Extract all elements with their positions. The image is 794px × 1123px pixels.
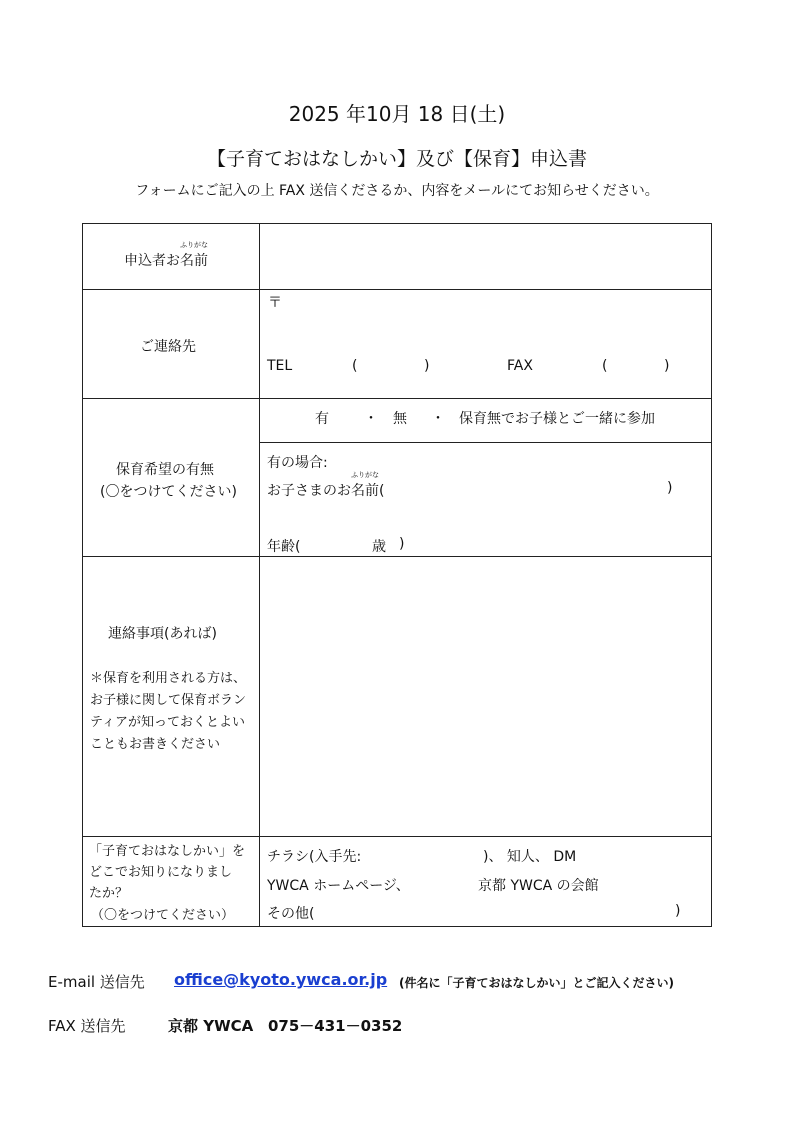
source-label-line: たか？ xyxy=(89,886,129,901)
option-separator: ・ xyxy=(431,411,445,427)
age-paren-close: ) xyxy=(399,536,405,552)
child-name-paren-close: ) xyxy=(667,480,673,496)
email-subject-note: (件名に「子育ておはなしかい」とご記入ください) xyxy=(399,976,674,990)
source-label-line: 「子育ておはなしかい」を xyxy=(89,844,246,859)
email-link[interactable]: office@kyoto.ywca.or.jp xyxy=(174,970,388,989)
fax-paren-close: ) xyxy=(664,358,670,374)
fax-label: FAX xyxy=(507,358,533,374)
address-field[interactable] xyxy=(285,292,705,342)
tel-paren-open: ( xyxy=(352,358,358,374)
applicant-name-field[interactable] xyxy=(262,226,708,286)
flyer-source-field[interactable] xyxy=(380,844,480,864)
source-acquaintance-dm-option[interactable]: )、 知人、 DM xyxy=(483,849,577,865)
notes-hint-line: ＊保育を利用される方は、 xyxy=(90,671,247,686)
fax-paren-open: ( xyxy=(602,358,608,374)
tel-label: TEL xyxy=(267,358,293,374)
notes-field[interactable] xyxy=(262,560,708,832)
source-label-line: （〇をつけてください） xyxy=(91,908,235,923)
fax-number: 075－431－0352 xyxy=(268,1017,403,1035)
notes-label: 連絡事項(あれば) xyxy=(108,626,217,642)
contact-label: ご連絡先 xyxy=(140,339,196,355)
age-field[interactable] xyxy=(310,534,370,554)
other-source-field[interactable] xyxy=(325,901,670,921)
option-yes[interactable]: 有 xyxy=(315,411,329,427)
fax-destination-label: FAX 送信先 xyxy=(48,1017,126,1035)
notes-hint-line: お子様に関して保育ボラン xyxy=(90,693,247,708)
form-instructions: フォームにご記入の上 FAX 送信くださるか、内容をメールにてお知らせください。 xyxy=(135,183,659,199)
fax-organization: 京都 YWCA xyxy=(168,1017,254,1035)
option-join-with-child[interactable]: 保育無でお子様とご一緒に参加 xyxy=(459,411,655,427)
notes-hint-line: ティアが知っておくとよい xyxy=(90,715,245,730)
source-label-line: どこでお知りになりまし xyxy=(89,865,233,880)
child-name-field[interactable] xyxy=(405,478,665,498)
childcare-label-note: (〇をつけてください) xyxy=(100,484,237,500)
event-date: 2025 年10月 18 日(土) xyxy=(288,102,506,126)
furigana-hint: ふりがな xyxy=(351,471,379,479)
postal-mark: 〒 xyxy=(268,295,282,311)
option-separator: ・ xyxy=(364,411,378,427)
source-flyer-option[interactable]: チラシ(入手先: xyxy=(267,849,362,865)
fax-field[interactable] xyxy=(612,356,660,376)
tel-paren-close: ) xyxy=(424,358,430,374)
email-destination-label: E-mail 送信先 xyxy=(48,973,145,991)
age-label: 年齢( xyxy=(267,539,301,555)
tel-field[interactable] xyxy=(362,356,418,376)
source-ywca-hall-option[interactable]: 京都 YWCA の会館 xyxy=(478,878,599,894)
child-name-label: お子さまのお ふりがな 名前( xyxy=(267,471,385,499)
age-unit: 歳 xyxy=(372,539,386,555)
childcare-label: 保育希望の有無 xyxy=(116,462,214,478)
source-other-option[interactable]: その他( xyxy=(267,906,315,922)
furigana-hint: ふりがな xyxy=(180,241,208,249)
applicant-name-label: 申込者お ふりがな 名前 xyxy=(124,241,208,269)
form-title: 【子育ておはなしかい】及び【保育】申込書 xyxy=(206,148,587,170)
source-website-option[interactable]: YWCA ホームページ、 xyxy=(267,878,410,894)
if-yes-label: 有の場合: xyxy=(267,455,328,471)
source-other-paren-close: ) xyxy=(675,903,681,919)
option-no[interactable]: 無 xyxy=(393,411,407,427)
notes-hint-line: こともお書きください xyxy=(90,737,221,752)
